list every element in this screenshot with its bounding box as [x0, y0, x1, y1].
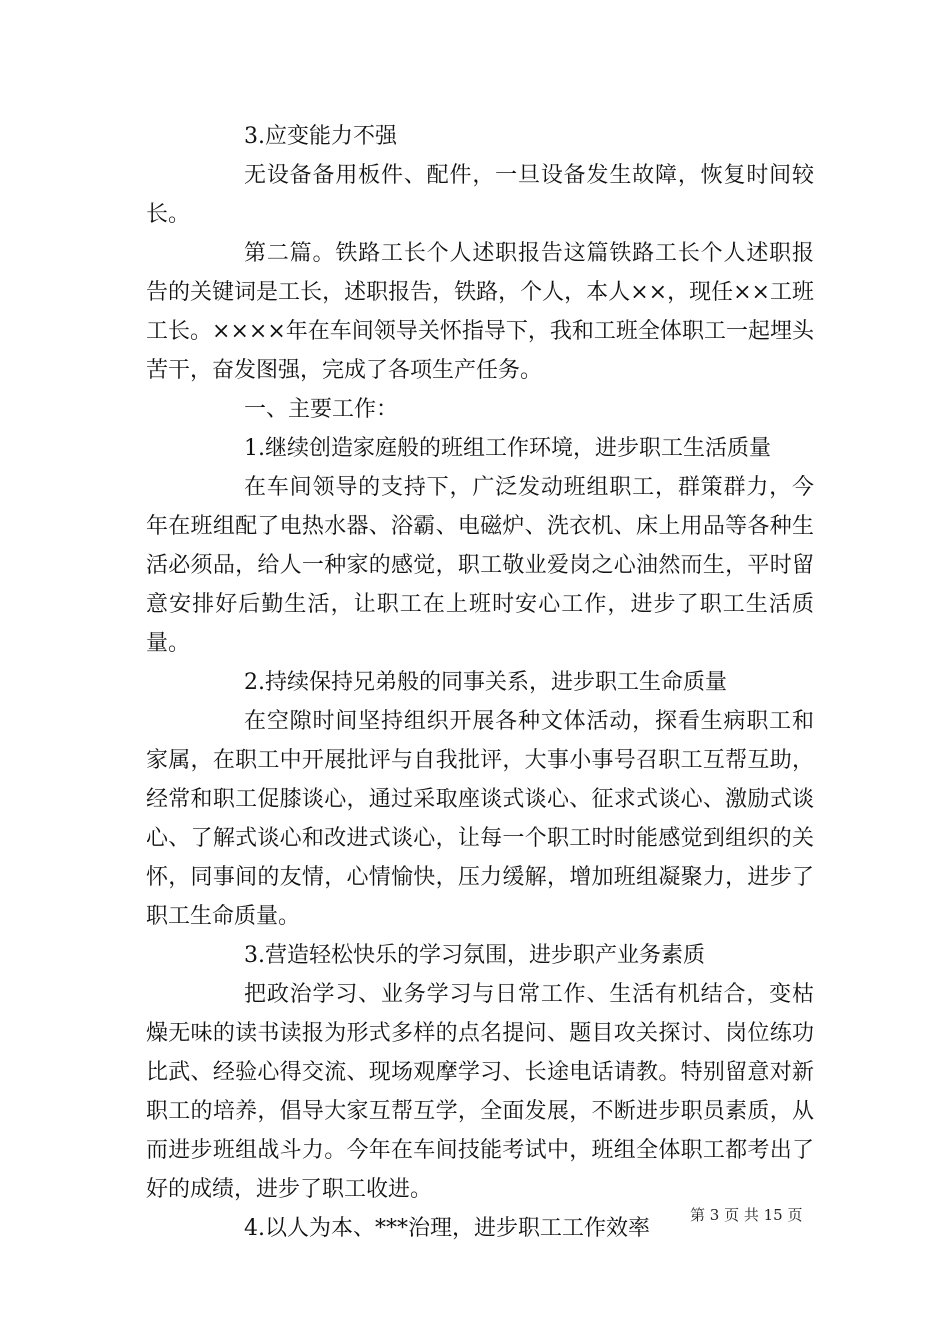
paragraph-colleague-relations: 在空隙时间坚持组织开展各种文体活动，探看生病职工和家属，在职工中开展批评与自我批评，大事小事号召职工互帮互助，经常和职工促膝谈心，通过采取座谈式谈心、征求式谈心、激励式谈心、了解式谈心和改进式谈心，让每一个职工时时能感觉到组织的关怀，同事间的友情，心情愉快，压力缓解，增加班组凝聚力，进步了职工生命质量。 — [146, 709, 814, 929]
subheading-people-oriented: 4.以人为本、***治理，进步职工工作效率 — [244, 1216, 650, 1241]
paragraph-family-environment: 在车间领导的支持下，广泛发动班组职工，群策群力，今年在班组配了电热水器、浴霸、电磁炉、洗衣机、床上用品等各种生活必须品，给人一种家的感觉，职工敬业爱岗之心油然而生，平时留意安排好后勤生活，让职工在上班时安心工作，进步了职工生活质量。 — [146, 475, 814, 656]
subheading-learning-atmosphere: 3.营造轻松快乐的学习氛围，进步职产业务素质 — [244, 943, 705, 968]
paragraph-second-report-intro: 第二篇。铁路工长个人述职报告这篇铁路工长个人述职报告的关键词是工长，述职报告，铁路，个人，本人××，现任××工班工长。××××年在车间领导关怀指导下，我和工班全体职工一起埋头苦干，奋发图强，完成了各项生产任务。 — [146, 241, 814, 383]
subheading-family-environment: 1.继续创造家庭般的班组工作环境，进步职工生活质量 — [244, 436, 771, 461]
paragraph-heading-adaptability: 3.应变能力不强 — [244, 124, 397, 149]
section-heading-main-work: 一、主要工作： — [244, 397, 399, 422]
subheading-colleague-relations: 2.持续保持兄弟般的同事关系，进步职工生命质量 — [244, 670, 727, 695]
page-number-footer: 第 3 页 共 15 页 — [690, 1206, 803, 1224]
paragraph-learning-atmosphere: 把政治学习、业务学习与日常工作、生活有机结合，变枯燥无味的读书读报为形式多样的点名提问、题目攻关探讨、岗位练功比武、经验心得交流、现场观摩学习、长途电话请教。特别留意对新职工的培养，倡导大家互帮互学，全面发展，不断进步职员素质，从而进步班组战斗力。今年在车间技能考试中，班组全体职工都考出了好的成绩，进步了职工收进。 — [146, 982, 814, 1202]
paragraph-equipment-spares: 无设备备用板件、配件，一旦设备发生故障，恢复时间较长。 — [146, 163, 814, 227]
document-body — [146, 117, 814, 1248]
